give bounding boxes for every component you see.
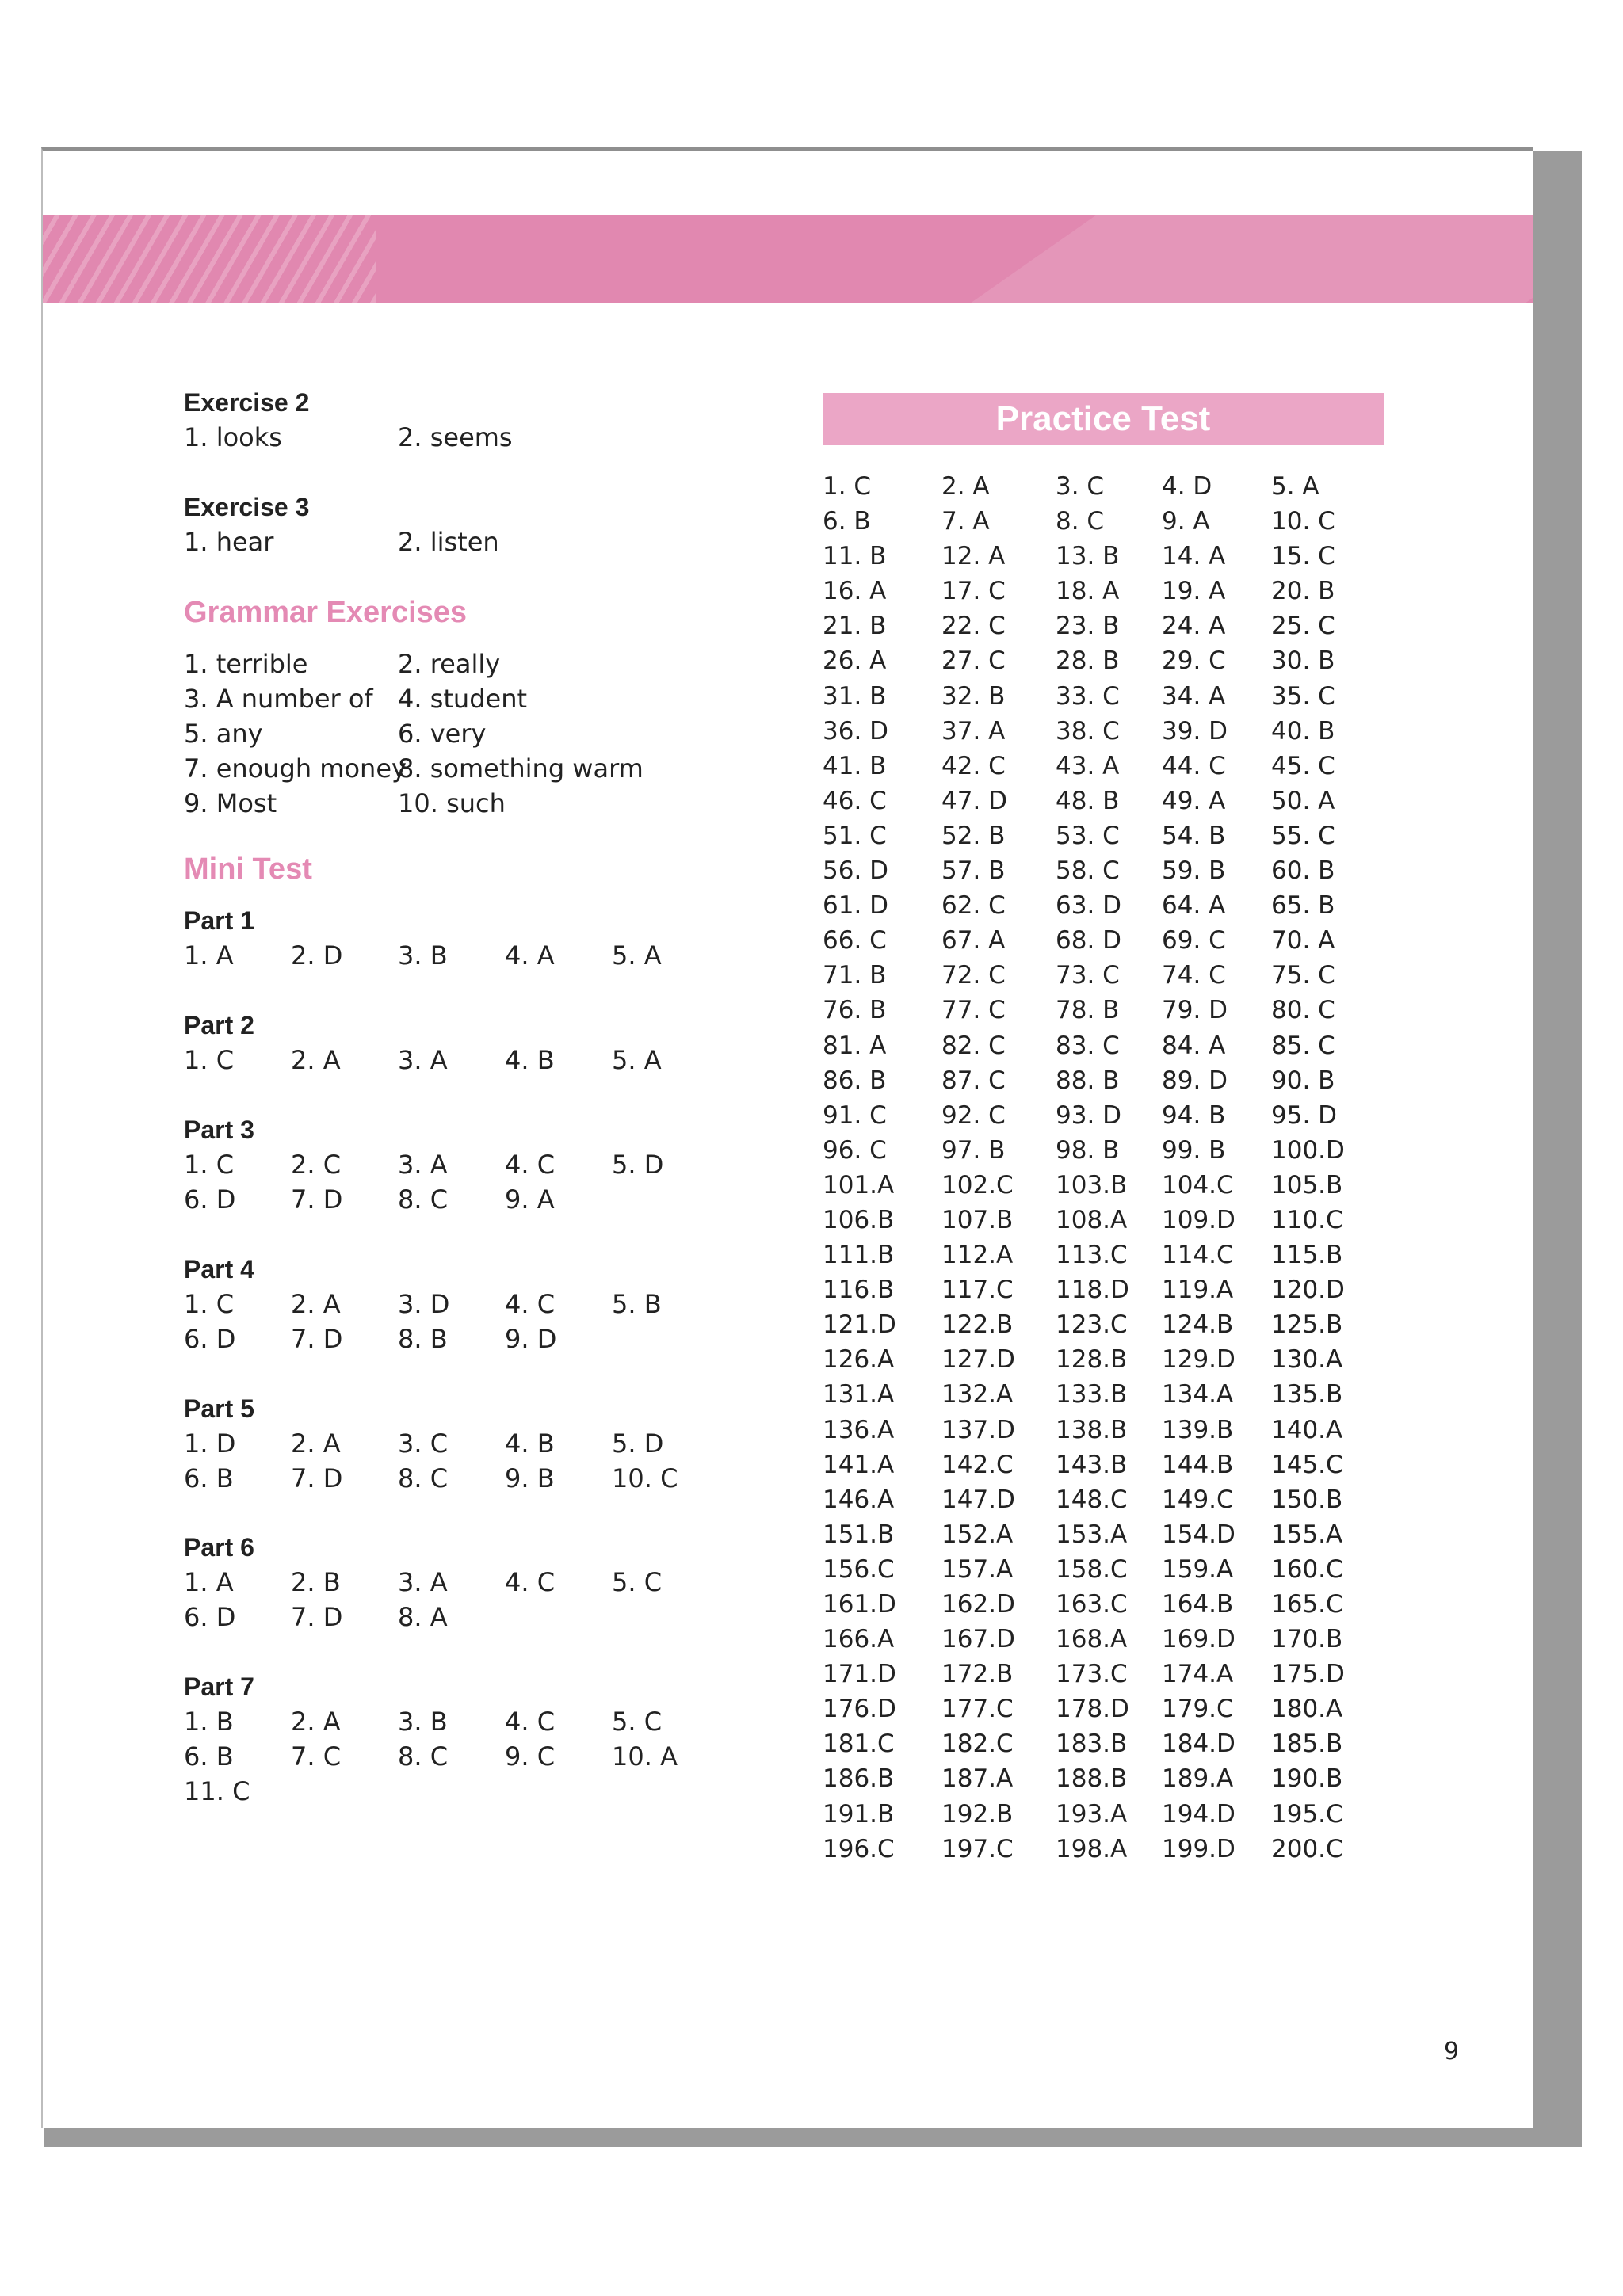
practice-test-answer: 95. D xyxy=(1271,1100,1338,1130)
practice-test-answer: 144.B xyxy=(1162,1450,1234,1479)
mini-test-part-answers xyxy=(184,938,707,973)
mini-test-part-answers xyxy=(184,1704,707,1809)
practice-test-answer: 66. C xyxy=(823,926,887,955)
practice-test-answer: 181.C xyxy=(823,1730,895,1759)
practice-test-answer: 78. B xyxy=(1056,996,1120,1025)
practice-test-answer: 137.D xyxy=(941,1415,1015,1444)
mini-test-answer: 8. C xyxy=(398,1741,449,1772)
practice-test-answer: 60. B xyxy=(1271,856,1335,886)
mini-test-part-answers xyxy=(184,1287,707,1356)
practice-test-answer: 26. A xyxy=(823,646,887,676)
mini-test-answer: 2. C xyxy=(291,1150,342,1180)
mini-test-heading: Mini Test xyxy=(184,852,312,886)
mini-test-answer: 9. D xyxy=(505,1324,557,1354)
practice-test-answer: 174.A xyxy=(1162,1660,1234,1689)
practice-test-answer: 32. B xyxy=(941,681,1006,711)
practice-test-answer: 129.D xyxy=(1162,1345,1235,1375)
practice-test-answer: 177.C xyxy=(941,1695,1014,1724)
mini-test-answer: 4. C xyxy=(505,1567,556,1597)
mini-test-answer: 6. D xyxy=(184,1602,236,1632)
practice-test-answer: 50. A xyxy=(1271,786,1335,815)
practice-test-answer: 47. D xyxy=(941,786,1008,815)
practice-test-answer: 38. C xyxy=(1056,716,1120,746)
practice-test-answer: 49. A xyxy=(1162,786,1226,815)
practice-test-answer: 153.A xyxy=(1056,1520,1128,1549)
practice-test-answer: 135.B xyxy=(1271,1380,1343,1409)
practice-test-answer: 3. C xyxy=(1056,472,1105,501)
practice-test-answer: 101.A xyxy=(823,1170,895,1199)
practice-test-answer: 69. C xyxy=(1162,926,1226,955)
practice-test-answer: 165.C xyxy=(1271,1590,1343,1619)
grammar-answer: 3. A number of xyxy=(184,684,373,714)
practice-test-answer: 189.A xyxy=(1162,1764,1234,1794)
practice-test-answer: 85. C xyxy=(1271,1031,1335,1060)
practice-test-answer: 76. B xyxy=(823,996,887,1025)
practice-test-answer: 55. C xyxy=(1271,821,1335,850)
mini-test-answer: 7. C xyxy=(291,1741,342,1772)
practice-test-answer: 112.A xyxy=(941,1241,1014,1270)
practice-test-answer: 23. B xyxy=(1056,612,1120,641)
exercise2-answer: 2. seems xyxy=(398,422,513,452)
page-number: 9 xyxy=(1444,2038,1460,2065)
practice-test-answer: 200.C xyxy=(1271,1834,1343,1863)
mini-test-part-title: Part 3 xyxy=(184,1116,254,1144)
practice-test-answer: 74. C xyxy=(1162,961,1226,990)
mini-test-answer: 3. B xyxy=(398,940,448,971)
mini-test-answer: 2. D xyxy=(291,940,343,971)
practice-test-answer: 125.B xyxy=(1271,1310,1343,1340)
mini-test-answer: 7. D xyxy=(291,1463,343,1493)
mini-test-answer: 4. C xyxy=(505,1150,556,1180)
practice-test-answer: 30. B xyxy=(1271,646,1335,676)
practice-test-answer: 178.D xyxy=(1056,1695,1129,1724)
exercise2-answer: 1. looks xyxy=(184,422,282,452)
mini-test-part-title: Part 6 xyxy=(184,1533,254,1562)
practice-test-answer: 162.D xyxy=(941,1590,1015,1619)
practice-test-answer: 115.B xyxy=(1271,1241,1343,1270)
mini-test-answer: 2. A xyxy=(291,1289,341,1319)
mini-test-answer: 1. C xyxy=(184,1045,235,1075)
practice-test-answer: 183.B xyxy=(1056,1730,1128,1759)
practice-test-answer: 110.C xyxy=(1271,1205,1343,1234)
practice-test-answer: 195.C xyxy=(1271,1799,1343,1829)
mini-test-answer: 9. B xyxy=(505,1463,555,1493)
practice-test-answer: 140.A xyxy=(1271,1415,1343,1444)
practice-test-answer: 136.A xyxy=(823,1415,895,1444)
mini-test-answer: 2. A xyxy=(291,1707,341,1737)
grammar-answer: 2. really xyxy=(398,649,501,679)
practice-test-answer: 9. A xyxy=(1162,507,1210,536)
practice-test-answer: 77. C xyxy=(941,996,1006,1025)
practice-test-answer: 148.C xyxy=(1056,1485,1128,1514)
practice-test-answer: 87. C xyxy=(941,1066,1006,1095)
practice-test-answer: 11. B xyxy=(823,542,887,571)
practice-test-answers xyxy=(823,469,1350,1867)
practice-test-answer: 185.B xyxy=(1271,1730,1343,1759)
mini-test-answer: 3. A xyxy=(398,1045,448,1075)
mini-test-answer: 4. B xyxy=(505,1045,555,1075)
practice-test-answer: 52. B xyxy=(941,821,1006,850)
practice-test-answer: 160.C xyxy=(1271,1554,1343,1584)
practice-test-answer: 43. A xyxy=(1056,751,1120,780)
practice-test-answer: 164.B xyxy=(1162,1590,1234,1619)
banner-hatch-pattern xyxy=(43,215,376,303)
practice-test-answer: 100.D xyxy=(1271,1135,1345,1165)
grammar-answer: 4. student xyxy=(398,684,528,714)
practice-test-answer: 97. B xyxy=(941,1135,1006,1165)
practice-test-answer: 15. C xyxy=(1271,542,1335,571)
practice-test-answer: 21. B xyxy=(823,612,887,641)
practice-test-answer: 120.D xyxy=(1271,1276,1345,1305)
practice-test-answer: 197.C xyxy=(941,1834,1014,1863)
practice-test-answer: 192.B xyxy=(941,1799,1014,1829)
mini-test-answer: 5. B xyxy=(612,1289,662,1319)
practice-test-answer: 147.D xyxy=(941,1485,1015,1514)
practice-test-answer: 12. A xyxy=(941,542,1006,571)
practice-test-answer: 18. A xyxy=(1056,577,1120,606)
mini-test-part-title: Part 1 xyxy=(184,906,254,935)
practice-test-answer: 127.D xyxy=(941,1345,1015,1375)
practice-test-answer: 172.B xyxy=(941,1660,1014,1689)
header-banner xyxy=(43,215,1533,303)
practice-test-answer: 4. D xyxy=(1162,472,1212,501)
practice-test-answer: 40. B xyxy=(1271,716,1335,746)
practice-test-answer: 103.B xyxy=(1056,1170,1128,1199)
practice-test-answer: 111.B xyxy=(823,1241,895,1270)
practice-test-answer: 61. D xyxy=(823,891,889,921)
practice-test-answer: 6. B xyxy=(823,507,871,536)
practice-test-answer: 96. C xyxy=(823,1135,887,1165)
practice-test-answer: 89. D xyxy=(1162,1066,1228,1095)
mini-test-answer: 4. C xyxy=(505,1289,556,1319)
practice-test-answer: 117.C xyxy=(941,1276,1014,1305)
practice-test-answer: 150.B xyxy=(1271,1485,1343,1514)
practice-test-answer: 19. A xyxy=(1162,577,1226,606)
mini-test-answer: 1. A xyxy=(184,940,234,971)
mini-test-answer: 5. D xyxy=(612,1428,664,1459)
mini-test-answer: 4. C xyxy=(505,1707,556,1737)
practice-test-answer: 182.C xyxy=(941,1730,1014,1759)
practice-test-answer: 24. A xyxy=(1162,612,1226,641)
mini-test-part-answers xyxy=(184,1147,707,1217)
mini-test-part-title: Part 4 xyxy=(184,1255,254,1283)
practice-test-answer: 108.A xyxy=(1056,1205,1128,1234)
practice-test-answer: 118.D xyxy=(1056,1276,1129,1305)
practice-test-answer: 42. C xyxy=(941,751,1006,780)
practice-test-header xyxy=(823,393,1384,445)
practice-test-answer: 94. B xyxy=(1162,1100,1226,1130)
practice-test-answer: 48. B xyxy=(1056,786,1120,815)
practice-test-answer: 16. A xyxy=(823,577,887,606)
exercise3-answers xyxy=(184,524,572,559)
mini-test-answer: 1. C xyxy=(184,1150,235,1180)
grammar-answer: 1. terrible xyxy=(184,649,308,679)
mini-test-part-answers xyxy=(184,1565,707,1634)
grammar-answer: 6. very xyxy=(398,719,487,749)
practice-test-answer: 86. B xyxy=(823,1066,887,1095)
practice-test-answer: 168.A xyxy=(1056,1625,1128,1654)
practice-test-answer: 194.D xyxy=(1162,1799,1235,1829)
practice-test-answer: 166.A xyxy=(823,1625,895,1654)
mini-test-answer: 2. A xyxy=(291,1045,341,1075)
mini-test-part-title: Part 5 xyxy=(184,1394,254,1423)
mini-test-answer: 2. A xyxy=(291,1428,341,1459)
practice-test-answer: 71. B xyxy=(823,961,887,990)
practice-test-answer: 2. A xyxy=(941,472,990,501)
practice-test-answer: 133.B xyxy=(1056,1380,1128,1409)
practice-test-answer: 80. C xyxy=(1271,996,1335,1025)
mini-test-part-answers xyxy=(184,1043,707,1077)
practice-test-answer: 116.B xyxy=(823,1276,895,1305)
practice-test-answer: 187.A xyxy=(941,1764,1014,1794)
practice-test-answer: 62. C xyxy=(941,891,1006,921)
practice-test-answer: 123.C xyxy=(1056,1310,1128,1340)
mini-test-answer: 10. A xyxy=(612,1741,678,1772)
practice-test-answer: 167.D xyxy=(941,1625,1015,1654)
practice-test-answer: 151.B xyxy=(823,1520,895,1549)
practice-test-answer: 152.A xyxy=(941,1520,1014,1549)
grammar-answer: 8. something warm xyxy=(398,753,643,784)
practice-test-answer: 70. A xyxy=(1271,926,1335,955)
practice-test-answer: 128.B xyxy=(1056,1345,1128,1375)
practice-test-answer: 99. B xyxy=(1162,1135,1226,1165)
mini-test-part-answers xyxy=(184,1426,707,1496)
practice-test-answer: 88. B xyxy=(1056,1066,1120,1095)
practice-test-answer: 59. B xyxy=(1162,856,1226,886)
practice-test-answer: 22. C xyxy=(941,612,1006,641)
practice-test-answer: 31. B xyxy=(823,681,887,711)
practice-test-answer: 8. C xyxy=(1056,507,1105,536)
practice-test-answer: 98. B xyxy=(1056,1135,1120,1165)
mini-test-answer: 7. D xyxy=(291,1324,343,1354)
practice-test-answer: 82. C xyxy=(941,1031,1006,1060)
mini-test-answer: 6. D xyxy=(184,1184,236,1215)
practice-test-answer: 188.B xyxy=(1056,1764,1128,1794)
practice-test-answer: 44. C xyxy=(1162,751,1226,780)
grammar-answer: 5. any xyxy=(184,719,263,749)
practice-test-answer: 5. A xyxy=(1271,472,1319,501)
mini-test-answer: 10. C xyxy=(612,1463,678,1493)
practice-test-answer: 13. B xyxy=(1056,542,1120,571)
practice-test-answer: 67. A xyxy=(941,926,1006,955)
practice-test-answer: 10. C xyxy=(1271,507,1335,536)
practice-test-answer: 54. B xyxy=(1162,821,1226,850)
practice-test-answer: 163.C xyxy=(1056,1590,1128,1619)
practice-test-answer: 124.B xyxy=(1162,1310,1234,1340)
practice-test-answer: 106.B xyxy=(823,1205,895,1234)
practice-test-answer: 29. C xyxy=(1162,646,1226,676)
practice-test-answer: 58. C xyxy=(1056,856,1120,886)
mini-test-answer: 3. C xyxy=(398,1428,449,1459)
practice-test-answer: 72. C xyxy=(941,961,1006,990)
practice-test-answer: 93. D xyxy=(1056,1100,1122,1130)
mini-test-answer: 1. A xyxy=(184,1567,234,1597)
practice-test-answer: 14. A xyxy=(1162,542,1226,571)
mini-test-answer: 3. A xyxy=(398,1150,448,1180)
practice-test-answer: 143.B xyxy=(1056,1450,1128,1479)
practice-test-answer: 198.A xyxy=(1056,1834,1128,1863)
practice-test-answer: 56. D xyxy=(823,856,889,886)
practice-test-answer: 156.C xyxy=(823,1554,895,1584)
practice-test-answer: 173.C xyxy=(1056,1660,1128,1689)
practice-test-answer: 142.C xyxy=(941,1450,1014,1479)
practice-test-answer: 84. A xyxy=(1162,1031,1226,1060)
grammar-answer: 10. such xyxy=(398,788,506,818)
mini-test-answer: 4. B xyxy=(505,1428,555,1459)
practice-test-answer: 83. C xyxy=(1056,1031,1120,1060)
practice-test-answer: 41. B xyxy=(823,751,887,780)
practice-test-answer: 92. C xyxy=(941,1100,1006,1130)
mini-test-answer: 4. A xyxy=(505,940,555,971)
practice-test-answer: 155.A xyxy=(1271,1520,1343,1549)
practice-test-answer: 130.A xyxy=(1271,1345,1343,1375)
mini-test-answer: 5. C xyxy=(612,1707,663,1737)
grammar-heading: Grammar Exercises xyxy=(184,596,468,629)
practice-test-answer: 121.D xyxy=(823,1310,896,1340)
practice-test-answer: 193.A xyxy=(1056,1799,1128,1829)
practice-test-answer: 73. C xyxy=(1056,961,1120,990)
practice-test-answer: 169.D xyxy=(1162,1625,1235,1654)
practice-test-answer: 1. C xyxy=(823,472,872,501)
practice-test-answer: 81. A xyxy=(823,1031,887,1060)
mini-test-answer: 8. A xyxy=(398,1602,448,1632)
mini-test-part-title: Part 2 xyxy=(184,1011,254,1039)
practice-test-answer: 186.B xyxy=(823,1764,895,1794)
practice-test-answer: 33. C xyxy=(1056,681,1120,711)
practice-test-answer: 53. C xyxy=(1056,821,1120,850)
practice-test-answer: 109.D xyxy=(1162,1205,1235,1234)
practice-test-answer: 17. C xyxy=(941,577,1006,606)
practice-test-answer: 196.C xyxy=(823,1834,895,1863)
practice-test-title: Practice Test xyxy=(995,399,1211,438)
practice-test-answer: 176.D xyxy=(823,1695,896,1724)
practice-test-answer: 46. C xyxy=(823,786,887,815)
practice-test-answer: 91. C xyxy=(823,1100,887,1130)
practice-test-answer: 126.A xyxy=(823,1345,895,1375)
exercise3-answer: 2. listen xyxy=(398,527,499,557)
practice-test-answer: 161.D xyxy=(823,1590,896,1619)
practice-test-answer: 25. C xyxy=(1271,612,1335,641)
practice-test-answer: 158.C xyxy=(1056,1554,1128,1584)
practice-test-answer: 107.B xyxy=(941,1205,1014,1234)
mini-test-answer: 3. B xyxy=(398,1707,448,1737)
practice-test-answer: 37. A xyxy=(941,716,1006,746)
practice-test-answer: 171.D xyxy=(823,1660,896,1689)
practice-test-answer: 154.D xyxy=(1162,1520,1235,1549)
mini-test-answer: 1. D xyxy=(184,1428,236,1459)
practice-test-answer: 159.A xyxy=(1162,1554,1234,1584)
practice-test-answer: 75. C xyxy=(1271,961,1335,990)
practice-test-answer: 146.A xyxy=(823,1485,895,1514)
mini-test-answer: 5. C xyxy=(612,1567,663,1597)
mini-test-part-title: Part 7 xyxy=(184,1672,254,1701)
mini-test-answer: 8. C xyxy=(398,1463,449,1493)
practice-test-answer: 132.A xyxy=(941,1380,1014,1409)
practice-test-answer: 149.C xyxy=(1162,1485,1234,1514)
practice-test-answer: 138.B xyxy=(1056,1415,1128,1444)
practice-test-answer: 36. D xyxy=(823,716,889,746)
exercise3-answer: 1. hear xyxy=(184,527,274,557)
practice-test-answer: 179.C xyxy=(1162,1695,1234,1724)
practice-test-answer: 63. D xyxy=(1056,891,1122,921)
practice-test-answer: 57. B xyxy=(941,856,1006,886)
practice-test-answer: 131.A xyxy=(823,1380,895,1409)
mini-test-answer: 6. B xyxy=(184,1463,234,1493)
mini-test-answer: 6. B xyxy=(184,1741,234,1772)
practice-test-answer: 90. B xyxy=(1271,1066,1335,1095)
practice-test-answer: 7. A xyxy=(941,507,990,536)
practice-test-answer: 141.A xyxy=(823,1450,895,1479)
practice-test-answer: 199.D xyxy=(1162,1834,1235,1863)
practice-test-answer: 45. C xyxy=(1271,751,1335,780)
mini-test-answer: 5. D xyxy=(612,1150,664,1180)
practice-test-answer: 105.B xyxy=(1271,1170,1343,1199)
practice-test-answer: 170.B xyxy=(1271,1625,1343,1654)
grammar-answer: 9. Most xyxy=(184,788,277,818)
practice-test-answer: 180.A xyxy=(1271,1695,1343,1724)
mini-test-answer: 2. B xyxy=(291,1567,341,1597)
grammar-answer: 7. enough money xyxy=(184,753,407,784)
mini-test-answer: 8. C xyxy=(398,1184,449,1215)
practice-test-answer: 104.C xyxy=(1162,1170,1234,1199)
mini-test-answer: 9. A xyxy=(505,1184,555,1215)
practice-test-answer: 20. B xyxy=(1271,577,1335,606)
mini-test-answer: 1. B xyxy=(184,1707,234,1737)
practice-test-answer: 191.B xyxy=(823,1799,895,1829)
practice-test-answer: 64. A xyxy=(1162,891,1226,921)
mini-test-answer: 6. D xyxy=(184,1324,236,1354)
mini-test-answer: 3. A xyxy=(398,1567,448,1597)
practice-test-answer: 28. B xyxy=(1056,646,1120,676)
practice-test-answer: 184.D xyxy=(1162,1730,1235,1759)
practice-test-answer: 79. D xyxy=(1162,996,1228,1025)
practice-test-answer: 145.C xyxy=(1271,1450,1343,1479)
practice-test-answer: 114.C xyxy=(1162,1241,1234,1270)
practice-test-answer: 65. B xyxy=(1271,891,1335,921)
mini-test-answer: 5. A xyxy=(612,940,662,971)
practice-test-answer: 34. A xyxy=(1162,681,1226,711)
mini-test-answer: 7. D xyxy=(291,1602,343,1632)
practice-test-answer: 175.D xyxy=(1271,1660,1345,1689)
practice-test-answer: 68. D xyxy=(1056,926,1122,955)
practice-test-answer: 157.A xyxy=(941,1554,1014,1584)
exercise2-heading: Exercise 2 xyxy=(184,388,310,417)
mini-test-answer: 11. C xyxy=(184,1776,250,1806)
practice-test-answer: 139.B xyxy=(1162,1415,1234,1444)
mini-test-answer: 1. C xyxy=(184,1289,235,1319)
grammar-answers xyxy=(184,646,659,821)
practice-test-answer: 102.C xyxy=(941,1170,1014,1199)
mini-test-answer: 3. D xyxy=(398,1289,450,1319)
practice-test-answer: 27. C xyxy=(941,646,1006,676)
exercise2-answers xyxy=(184,420,572,455)
practice-test-answer: 35. C xyxy=(1271,681,1335,711)
mini-test-answer: 7. D xyxy=(291,1184,343,1215)
practice-test-answer: 39. D xyxy=(1162,716,1228,746)
mini-test-answer: 5. A xyxy=(612,1045,662,1075)
practice-test-answer: 134.A xyxy=(1162,1380,1234,1409)
practice-test-answer: 190.B xyxy=(1271,1764,1343,1794)
mini-test-answer: 8. B xyxy=(398,1324,448,1354)
practice-test-answer: 113.C xyxy=(1056,1241,1128,1270)
mini-test-answer: 9. C xyxy=(505,1741,556,1772)
practice-test-answer: 122.B xyxy=(941,1310,1014,1340)
exercise3-heading: Exercise 3 xyxy=(184,493,310,521)
banner-fold-shape xyxy=(971,215,1533,303)
practice-test-answer: 51. C xyxy=(823,821,887,850)
practice-test-answer: 119.A xyxy=(1162,1276,1234,1305)
